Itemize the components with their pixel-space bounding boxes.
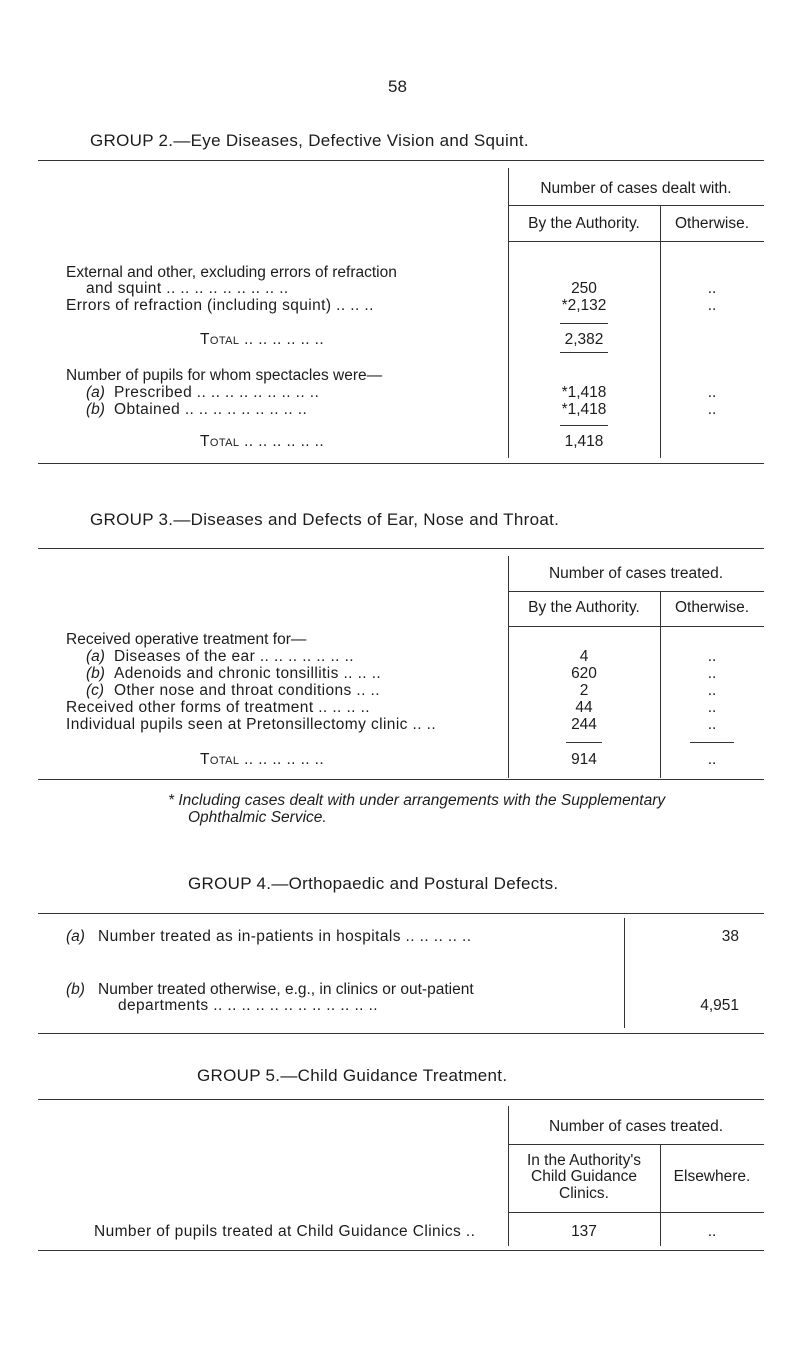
group2-total2-auth: 1,418 bbox=[564, 433, 604, 450]
group4-row-b-label-b: departments .. .. .. .. .. .. .. .. .. .. .. .. bbox=[118, 997, 378, 1014]
group2-total1-rule bbox=[560, 323, 608, 324]
group3-row0-letter: (a) bbox=[86, 648, 105, 665]
group2-title: GROUP 2.—Eye Diseases, Defective Vision and Squint. bbox=[90, 131, 529, 150]
group2-row2-auth: *2,132 bbox=[561, 297, 607, 314]
group4-row-b-letter: (b) bbox=[66, 981, 85, 998]
group2-bottom-rule bbox=[38, 463, 764, 464]
group3-row3-label: Received other forms of treatment .. .. .. .. bbox=[66, 699, 371, 716]
group2-top-rule bbox=[38, 160, 764, 161]
group5-col-authority-line2: Child Guidance bbox=[531, 1168, 637, 1185]
group5-row-label: Number of pupils treated at Child Guidance Clinics .. bbox=[94, 1223, 476, 1240]
group5-head-rule bbox=[508, 1144, 764, 1145]
footnote-line-2: Ophthalmic Service. bbox=[188, 809, 327, 826]
group3-row2-letter: (c) bbox=[86, 682, 105, 699]
group3-row4-other: .. bbox=[707, 716, 717, 733]
group3-row4-label: Individual pupils seen at Pretonsillectomy clinic .. .. bbox=[66, 716, 437, 733]
group3-total-rule-other bbox=[690, 742, 734, 743]
group4-row-b-label-a: Number treated otherwise, e.g., in clinics or out-patient bbox=[98, 981, 474, 998]
group2-row4-other: .. bbox=[707, 401, 717, 418]
group4-row-b-value: 4,951 bbox=[700, 997, 739, 1014]
group2-total1-label: Total .. .. .. .. .. .. bbox=[200, 331, 325, 348]
group3-section-head: Received operative treatment for— bbox=[66, 631, 307, 648]
group2-col-otherwise: Otherwise. bbox=[674, 215, 750, 232]
group2-total1-auth: 2,382 bbox=[564, 331, 604, 348]
group5-col-authority-line3: Clinics. bbox=[559, 1185, 609, 1202]
group3-total-label: Total .. .. .. .. .. .. bbox=[200, 751, 325, 768]
group3-row2-other: .. bbox=[707, 682, 717, 699]
group2-row2-label: Errors of refraction (including squint) .. .. .. bbox=[66, 297, 374, 314]
group5-col-authority-line1: In the Authority's bbox=[526, 1152, 642, 1169]
group5-head-main: Number of cases treated. bbox=[548, 1118, 724, 1135]
group2-total2-rule bbox=[560, 425, 608, 426]
group3-title: GROUP 3.—Diseases and Defects of Ear, Nose and Throat. bbox=[90, 510, 560, 529]
group3-total-auth: 914 bbox=[571, 751, 597, 768]
group3-row2-auth: 2 bbox=[579, 682, 589, 699]
group2-vline-2 bbox=[660, 205, 661, 458]
group3-head-rule bbox=[508, 591, 764, 592]
group2-head-rule bbox=[508, 205, 764, 206]
group2-row4-auth: *1,418 bbox=[561, 401, 607, 418]
group5-row-auth: 137 bbox=[571, 1223, 597, 1240]
group2-row2-other: .. bbox=[707, 297, 717, 314]
group4-row-a-label: Number treated as in-patients in hospitals .. .. .. .. .. bbox=[98, 928, 472, 945]
group3-head-main: Number of cases treated. bbox=[548, 565, 724, 582]
group2-row1-label-a: External and other, excluding errors of refraction bbox=[66, 264, 397, 281]
group2-row3-auth: *1,418 bbox=[561, 384, 607, 401]
group5-row-other: .. bbox=[707, 1223, 717, 1240]
group2-spectacles-head: Number of pupils for whom spectacles were— bbox=[66, 367, 383, 384]
group2-total1-under bbox=[560, 352, 608, 353]
group2-row3-letter: (a) bbox=[86, 384, 105, 401]
group2-row4-label: Obtained .. .. .. .. .. .. .. .. .. bbox=[114, 401, 308, 418]
group3-row1-other: .. bbox=[707, 665, 717, 682]
group5-bottom-rule bbox=[38, 1250, 764, 1251]
page-number: 58 bbox=[388, 77, 407, 96]
group4-bottom-rule bbox=[38, 1033, 764, 1034]
group4-top-rule bbox=[38, 913, 764, 914]
group4-row-a-letter: (a) bbox=[66, 928, 85, 945]
group3-total-rule-auth bbox=[566, 742, 602, 743]
group3-col-authority: By the Authority. bbox=[528, 599, 640, 616]
group5-top-rule bbox=[38, 1099, 764, 1100]
group2-col-authority: By the Authority. bbox=[528, 215, 640, 232]
group2-row4-letter: (b) bbox=[86, 401, 105, 418]
group2-row3-label: Prescribed .. .. .. .. .. .. .. .. .. bbox=[114, 384, 320, 401]
group3-bottom-rule bbox=[38, 779, 764, 780]
group2-row1-auth: 250 bbox=[571, 280, 597, 297]
group2-row1-label-b: and squint .. .. .. .. .. .. .. .. .. bbox=[86, 280, 289, 297]
group5-subhead-rule bbox=[508, 1212, 764, 1213]
group3-col-otherwise: Otherwise. bbox=[674, 599, 750, 616]
group3-row4-auth: 244 bbox=[571, 716, 597, 733]
group5-col-elsewhere: Elsewhere. bbox=[673, 1168, 751, 1185]
group2-head-main: Number of cases dealt with. bbox=[540, 180, 732, 197]
group3-row0-other: .. bbox=[707, 648, 717, 665]
group3-row1-label: Adenoids and chronic tonsillitis .. .. .. bbox=[114, 665, 382, 682]
footnote-line-1: * Including cases dealt with under arrangements with the Supplementary bbox=[168, 792, 666, 809]
group5-title: GROUP 5.—Child Guidance Treatment. bbox=[197, 1066, 508, 1085]
group3-top-rule bbox=[38, 548, 764, 549]
group3-row2-label: Other nose and throat conditions .. .. bbox=[114, 682, 380, 699]
group2-row1-other: .. bbox=[707, 280, 717, 297]
group2-subhead-rule bbox=[508, 241, 764, 242]
group3-row1-auth: 620 bbox=[571, 665, 597, 682]
group3-total-other: .. bbox=[707, 751, 717, 768]
group3-row3-other: .. bbox=[707, 699, 717, 716]
group3-row0-label: Diseases of the ear .. .. .. .. .. .. .. bbox=[114, 648, 354, 665]
group2-total2-label: Total .. .. .. .. .. .. bbox=[200, 433, 325, 450]
group4-title: GROUP 4.—Orthopaedic and Postural Defects. bbox=[188, 874, 559, 893]
group4-row-a-value: 38 bbox=[721, 928, 739, 945]
group3-row3-auth: 44 bbox=[575, 699, 593, 716]
group3-row0-auth: 4 bbox=[579, 648, 589, 665]
group3-row1-letter: (b) bbox=[86, 665, 105, 682]
group2-row3-other: .. bbox=[707, 384, 717, 401]
group3-subhead-rule bbox=[508, 626, 764, 627]
